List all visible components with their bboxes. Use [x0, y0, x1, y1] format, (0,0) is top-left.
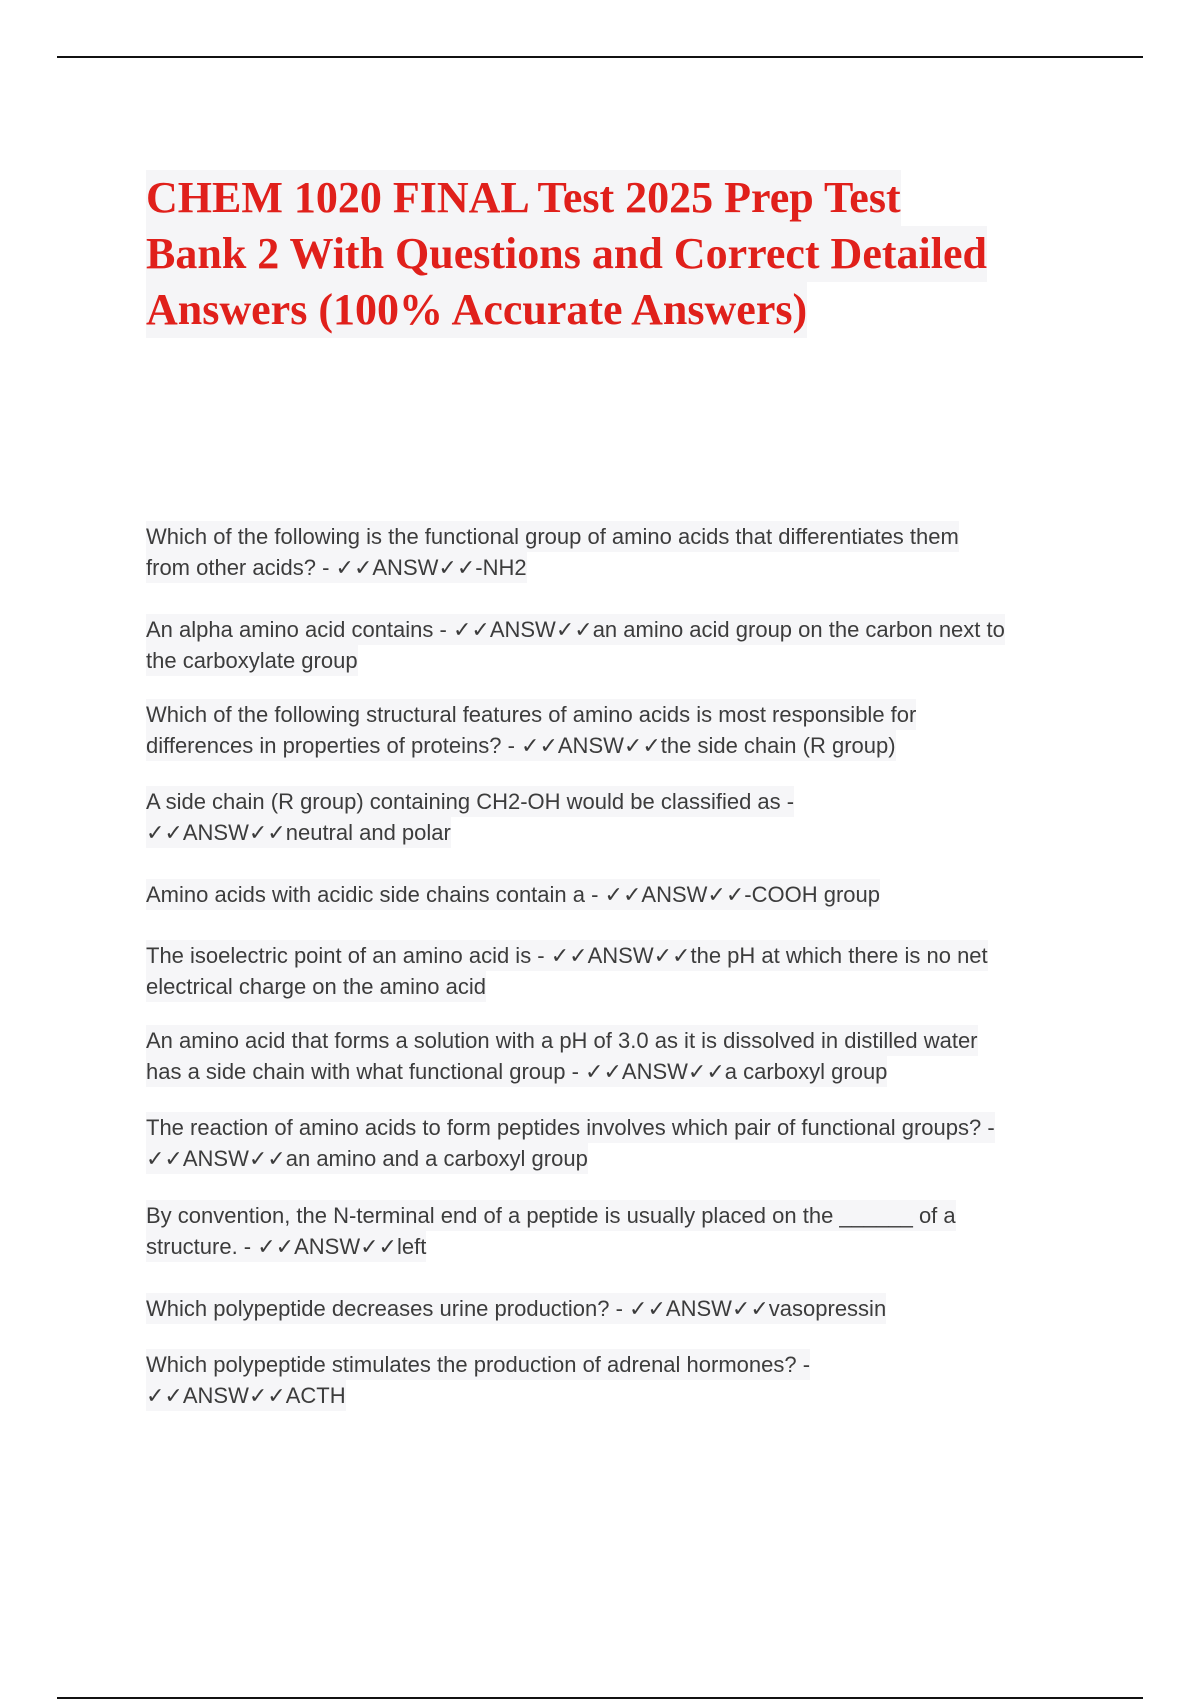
qa-line: By convention, the N-terminal end of a peptide is usually placed on the ______ of a	[146, 1200, 956, 1231]
qa-line: ✓✓ANSW✓✓ACTH	[146, 1380, 346, 1411]
qa-item	[146, 879, 1096, 910]
qa-line: The isoelectric point of an amino acid is - ✓✓ANSW✓✓the pH at which there is no net	[146, 940, 988, 971]
title-line: Bank 2 With Questions and Correct Detailed	[146, 226, 987, 282]
qa-item	[146, 1349, 1096, 1411]
qa-line: structure. - ✓✓ANSW✓✓left	[146, 1231, 426, 1262]
qa-line: An alpha amino acid contains - ✓✓ANSW✓✓an amino acid group on the carbon next to	[146, 614, 1005, 645]
qa-line: Amino acids with acidic side chains contain a - ✓✓ANSW✓✓-COOH group	[146, 879, 880, 910]
qa-list	[146, 521, 1096, 1411]
title-line: CHEM 1020 FINAL Test 2025 Prep Test	[146, 170, 901, 226]
top-rule	[57, 56, 1143, 58]
qa-item	[146, 1025, 1096, 1087]
title-line: Answers (100% Accurate Answers)	[146, 282, 807, 338]
qa-line: the carboxylate group	[146, 645, 358, 676]
qa-line: differences in properties of proteins? - ✓✓ANSW✓✓the side chain (R group)	[146, 730, 896, 761]
qa-line: A side chain (R group) containing CH2-OH would be classified as -	[146, 786, 794, 817]
qa-item	[146, 940, 1096, 1002]
qa-line: ✓✓ANSW✓✓neutral and polar	[146, 817, 451, 848]
qa-line: Which of the following is the functional group of amino acids that differentiates them	[146, 521, 959, 552]
qa-item	[146, 1293, 1096, 1324]
qa-line: electrical charge on the amino acid	[146, 971, 486, 1002]
bottom-rule	[57, 1697, 1143, 1699]
qa-line: has a side chain with what functional group - ✓✓ANSW✓✓a carboxyl group	[146, 1056, 887, 1087]
qa-item	[146, 614, 1096, 676]
qa-line: Which polypeptide stimulates the production of adrenal hormones? -	[146, 1349, 810, 1380]
document-title	[146, 170, 1086, 338]
qa-line: An amino acid that forms a solution with a pH of 3.0 as it is dissolved in distilled water	[146, 1025, 978, 1056]
qa-item	[146, 786, 1096, 848]
qa-item	[146, 521, 1096, 583]
qa-item	[146, 699, 1096, 761]
qa-line: from other acids? - ✓✓ANSW✓✓-NH2	[146, 552, 527, 583]
qa-item	[146, 1112, 1096, 1174]
qa-line: The reaction of amino acids to form peptides involves which pair of functional groups? -	[146, 1112, 995, 1143]
qa-line: Which of the following structural features of amino acids is most responsible for	[146, 699, 916, 730]
qa-line: ✓✓ANSW✓✓an amino and a carboxyl group	[146, 1143, 588, 1174]
qa-line: Which polypeptide decreases urine production? - ✓✓ANSW✓✓vasopressin	[146, 1293, 886, 1324]
qa-item	[146, 1200, 1096, 1262]
